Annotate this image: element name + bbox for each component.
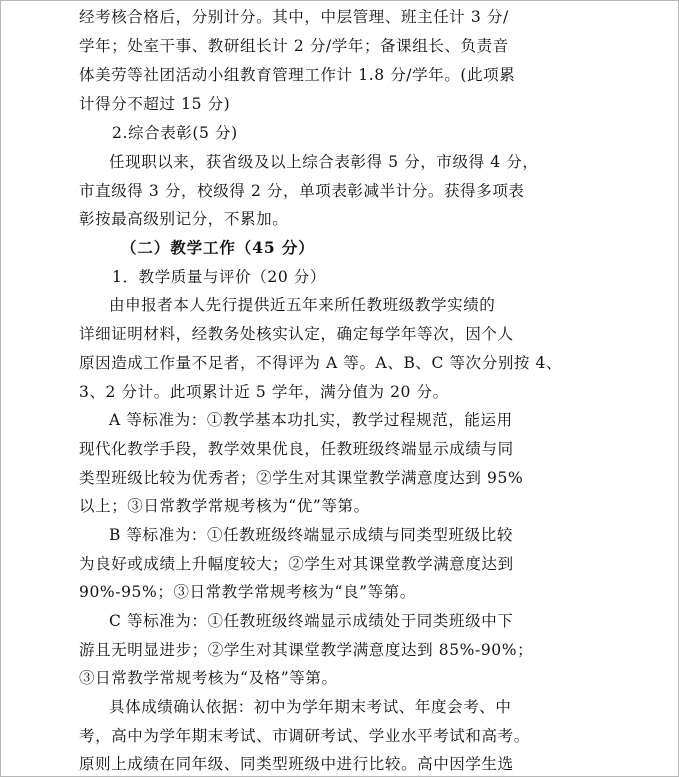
text-line: 经考核合格后，分别计分。其中，中层管理、班主任计 3 分/ [79, 8, 509, 26]
text-line: 计得分不超过 15 分) [79, 95, 231, 113]
text-line: 以上；③日常教学常规考核为“优”等第。 [79, 497, 370, 515]
text-line: 为良好或成绩上升幅度较大；②学生对其课堂教学满意度达到 [79, 555, 514, 573]
paragraph-first-line: A 等标准为：①教学基本功扎实，教学过程规范，能运用 [109, 411, 513, 429]
text-line: 彰按最高级别记分，不累加。 [79, 210, 289, 228]
text-line: 游且无明显进步；②学生对其课堂教学满意度达到 85%-90%； [79, 641, 534, 659]
paragraph-first-line: C 等标准为：①任教班级终端显示成绩处于同类班级中下 [109, 612, 514, 630]
text-line: 市直级得 3 分，校级得 2 分，单项表彰减半计分。获得多项表 [79, 182, 525, 200]
text-line: 原因造成工作量不足者，不得评为 A 等。A、B、C 等次分别按 4、 [79, 354, 563, 372]
text-line: 3、2 分计。此项累计近 5 学年，满分值为 20 分。 [79, 383, 449, 401]
text-line: 类型班级比较为优秀者；②学生对其课堂教学满意度达到 95% [79, 469, 524, 487]
paragraph-first-line: 由申报者本人先行提供近五年来所任教班级教学实绩的 [109, 296, 496, 314]
section-heading: （二）教学工作（45 分） [121, 238, 315, 257]
subsection-heading: 2.综合表彰(5 分) [112, 124, 238, 142]
subsection-heading: 1．教学质量与评价（20 分） [112, 268, 327, 286]
text-line: 90%-95%；③日常教学常规考核为“良”等第。 [79, 583, 416, 601]
text-line: 考，高中为学年期末考试、市调研考试、学业水平考试和高考。 [79, 727, 530, 745]
text-line: ③日常教学常规考核为“及格”等第。 [79, 669, 338, 687]
text-line: 详细证明材料，经教务处核实认定，确定每学年等次，因个人 [79, 325, 514, 343]
text-line: 学年；处室干事、教研组长计 2 分/学年；备课组长、负责音 [79, 37, 509, 55]
paragraph-first-line: B 等标准为：①任教班级终端显示成绩与同类型班级比较 [109, 526, 513, 544]
text-line: 原则上成绩在同年级、同类型班级中进行比较。高中因学生选 [79, 755, 514, 773]
paragraph-first-line: 任现职以来，获省级及以上综合表彰得 5 分，市级得 4 分， [109, 153, 539, 171]
text-line: 现代化教学手段，教学效果优良，任教班级终端显示成绩与同 [79, 440, 514, 458]
paragraph-first-line: 具体成绩确认依据：初中为学年期末考试、年度会考、中 [109, 698, 512, 716]
text-line: 体美劳等社团活动小组教育管理工作计 1.8 分/学年。(此项累 [79, 66, 516, 84]
